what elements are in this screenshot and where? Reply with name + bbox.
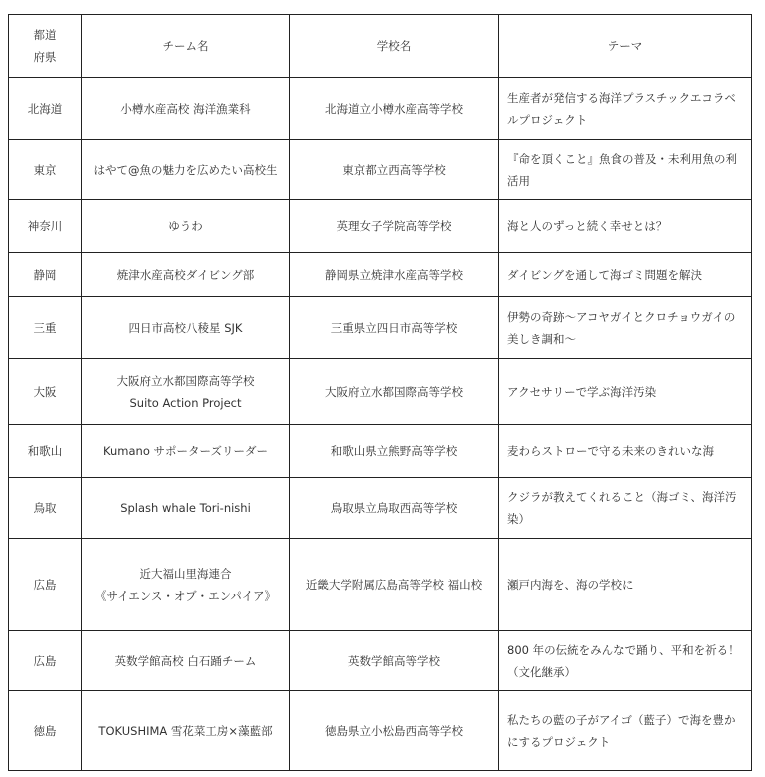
school-name-cell: 三重県立四日市高等学校 <box>290 297 499 359</box>
team-name-cell-line: 小樽水産高校 海洋漁業科 <box>120 101 251 116</box>
header-school: 学校名 <box>290 15 499 78</box>
theme-cell-line: （文化継承） <box>507 664 576 679</box>
team-name-cell-line: 《サイエンス・オブ・エンパイア》 <box>95 588 276 603</box>
table-row <box>9 200 752 253</box>
theme-cell <box>499 631 752 691</box>
prefecture-cell: 神奈川 <box>9 200 82 253</box>
theme-cell <box>499 359 752 425</box>
team-name-cell <box>82 78 290 140</box>
theme-cell-line: ルプロジェクト <box>507 112 588 127</box>
school-name-cell: 英数学館高等学校 <box>290 631 499 691</box>
theme-cell-line: アクセサリーで学ぶ海洋汚染 <box>507 384 657 399</box>
header-row <box>9 15 752 78</box>
table-row <box>9 691 752 771</box>
header-prefecture <box>9 15 82 78</box>
theme-cell <box>499 539 752 631</box>
table-row <box>9 539 752 631</box>
theme-cell <box>499 297 752 359</box>
school-name-cell: 和歌山県立熊野高等学校 <box>290 425 499 478</box>
table-row <box>9 78 752 140</box>
team-name-cell <box>82 478 290 539</box>
theme-cell-line: 活用 <box>507 173 530 188</box>
theme-cell <box>499 425 752 478</box>
theme-cell <box>499 691 752 771</box>
team-name-cell-line: Suito Action Project <box>129 395 242 410</box>
theme-cell-line: 『命を頂くこと』魚食の普及・未利用魚の利 <box>507 151 737 166</box>
theme-cell-line: 伊勢の奇跡～アコヤガイとクロチョウガイの <box>507 309 736 324</box>
team-name-cell <box>82 539 290 631</box>
team-name-cell-line: Splash whale Tori-nishi <box>120 501 251 515</box>
theme-cell <box>499 253 752 297</box>
school-name-cell: 大阪府立水都国際高等学校 <box>290 359 499 425</box>
team-name-cell <box>82 425 290 478</box>
theme-cell-line: 美しき調和～ <box>507 331 576 346</box>
table-row <box>9 425 752 478</box>
school-name-cell: 鳥取県立鳥取西高等学校 <box>290 478 499 539</box>
teams-table <box>8 14 752 771</box>
theme-cell-line: 私たちの藍の子がアイゴ（藍子）で海を豊か <box>507 712 736 727</box>
theme-cell <box>499 140 752 200</box>
header-team: チーム名 <box>82 15 290 78</box>
team-name-cell <box>82 691 290 771</box>
prefecture-cell: 東京 <box>9 140 82 200</box>
team-name-cell-line: 英数学館高校 白石踊チーム <box>114 653 257 668</box>
team-name-cell <box>82 200 290 253</box>
table-row <box>9 359 752 425</box>
theme-cell-line: 染） <box>507 512 530 526</box>
theme-cell-line: クジラが教えてくれること（海ゴミ、海洋汚 <box>507 490 737 504</box>
header-prefecture-line: 都道 <box>33 28 57 42</box>
table-row <box>9 297 752 359</box>
prefecture-cell: 広島 <box>9 539 82 631</box>
team-name-cell <box>82 253 290 297</box>
theme-cell-line: にするプロジェクト <box>507 734 611 749</box>
team-name-cell-line: Kumano サポーターズリーダー <box>103 444 268 458</box>
team-name-cell-line: ゆうわ <box>168 219 203 233</box>
theme-cell <box>499 200 752 253</box>
table-row <box>9 631 752 691</box>
team-name-cell-line: 近大福山里海連合 <box>139 566 232 581</box>
prefecture-cell: 大阪 <box>9 359 82 425</box>
theme-cell-line: 生産者が発信する海洋プラスチックエコラベ <box>507 90 736 105</box>
school-name-cell: 東京都立西高等学校 <box>290 140 499 200</box>
school-name-cell: 静岡県立焼津水産高等学校 <box>290 253 499 297</box>
team-name-cell <box>82 297 290 359</box>
theme-cell-line: ダイビングを通して海ゴミ問題を解決 <box>507 267 703 282</box>
team-name-cell-line: 四日市高校八稜星 SJK <box>128 320 243 335</box>
header-prefecture-line: 府県 <box>33 50 57 64</box>
prefecture-cell: 三重 <box>9 297 82 359</box>
team-name-cell <box>82 359 290 425</box>
table-row <box>9 478 752 539</box>
team-name-cell-line: 焼津水産高校ダイビング部 <box>116 267 255 282</box>
header-theme: テーマ <box>499 15 752 78</box>
theme-cell <box>499 78 752 140</box>
theme-cell-line: 800 年の伝統をみんなで踊り、平和を祈る！ <box>507 642 740 657</box>
prefecture-cell: 広島 <box>9 631 82 691</box>
prefecture-cell: 和歌山 <box>9 425 82 478</box>
theme-cell-line: 瀬戸内海を、海の学校に <box>507 577 634 592</box>
team-name-cell <box>82 140 290 200</box>
prefecture-cell: 北海道 <box>9 78 82 140</box>
prefecture-cell: 鳥取 <box>9 478 82 539</box>
table-row <box>9 253 752 297</box>
table-row <box>9 140 752 200</box>
prefecture-cell: 静岡 <box>9 253 82 297</box>
prefecture-cell: 徳島 <box>9 691 82 771</box>
school-name-cell: 北海道立小樽水産高等学校 <box>290 78 499 140</box>
school-name-cell: 徳島県立小松島西高等学校 <box>290 691 499 771</box>
school-name-cell: 英理女子学院高等学校 <box>290 200 499 253</box>
theme-cell-line: 海と人のずっと続く幸せとは？ <box>507 219 668 233</box>
team-name-cell-line: TOKUSHIMA 雪花菜工房×藻藍部 <box>98 723 273 738</box>
team-name-cell-line: はやて@魚の魅力を広めたい高校生 <box>93 162 278 177</box>
team-name-cell <box>82 631 290 691</box>
theme-cell <box>499 478 752 539</box>
school-name-cell: 近畿大学附属広島高等学校 福山校 <box>290 539 499 631</box>
theme-cell-line: 麦わらストローで守る未来のきれいな海 <box>507 444 714 458</box>
team-name-cell-line: 大阪府立水都国際高等学校 <box>116 373 255 388</box>
